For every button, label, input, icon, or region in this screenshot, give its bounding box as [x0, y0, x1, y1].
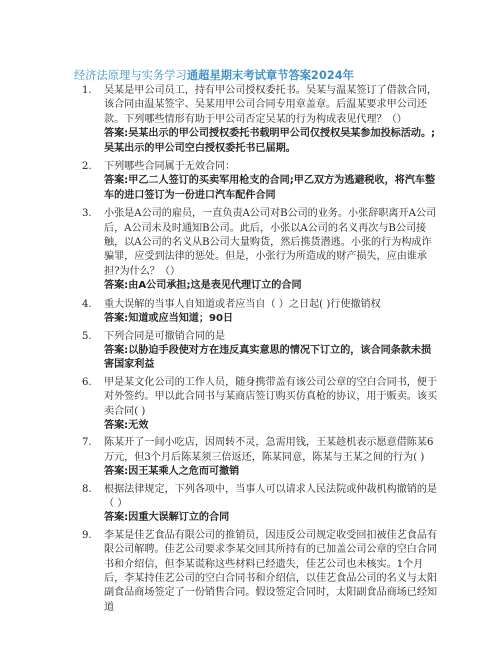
question-item	[82, 207, 438, 293]
question-item	[82, 330, 438, 373]
document-title	[74, 67, 354, 83]
answer-text: 答案:吴某出示的甲公司授权委托书载明甲公司仅授权吴某参加投标活动。;吴某出示的甲公司空白授权委托书已届期。	[104, 128, 436, 154]
question-item	[82, 483, 438, 526]
question-item	[82, 436, 438, 479]
question-text: 小张是A公司的雇员，一直负责A公司对B公司的业务。小张辞职离开A公司后，A公司未及时通知B公司。此后，小张以A公司的名义再次与B公司接触，以A公司的名义从B公司大量购货，然后携货潜逃。小张的行为构成诈骗罪，应受到法律的惩处。但是，小张行为所造成的财产损失，应由谁承担?为什么？（）	[104, 208, 437, 277]
answer-text: 答案:因重大误解订立的合同	[104, 512, 230, 524]
answer-text: 答案:由A公司承担;这是表见代理订立的合同	[104, 280, 302, 292]
question-text: 甲是某文化公司的工作人员，随身携带盖有该公司公章的空白合同书，便于对外签约。甲以此合同书与某商店签订购买仿真枪的协议，用于贩卖。该买卖合同( )	[104, 376, 438, 417]
answer-text: 答案:因王某乘人之危而可撤销	[104, 466, 240, 478]
question-number: 2.	[82, 161, 92, 173]
question-text: 下列哪些合同属于无效合同：	[104, 161, 236, 173]
question-item	[82, 376, 438, 434]
question-number: 3.	[82, 208, 92, 220]
answer-text: 答案:知道或应当知道；90日	[104, 313, 234, 325]
question-number: 9.	[82, 529, 92, 541]
question-number: 4.	[82, 298, 92, 310]
title-course: 经济法原理与实务学习	[74, 69, 187, 82]
title-suffix: 通超星期末考试章节答案2024年	[186, 69, 354, 82]
question-text: 下列合同是可撤销合同的是	[104, 330, 226, 342]
question-text: 李某是佳艺食品有限公司的推销员，因违反公司规定收受回扣被佳艺食品有限公司解聘。佳艺公司要求李某交回其所持有的已加盖公司公章的空白合同书和介绍信，但李某谎称这些材料已经遗失，佳艺公司也未核实。1个月后，李某持佳艺公司的空白合同书和介绍信，以佳艺食品公司的名义与太阳副食品商场签定了一份销售合同。假设签定合同时，太阳副食品商场已经知道	[104, 529, 438, 613]
question-item	[82, 529, 438, 615]
question-number: 5.	[82, 330, 92, 342]
question-text: 陈某开了一间小吃店，因周转不灵，急需用钱，王某趁机表示愿意借陈某6万元，但3个月后陈某须三倍返还，陈某同意，陈某与王某之间的行为( )	[104, 437, 434, 463]
question-list	[82, 84, 438, 615]
question-number: 8.	[82, 483, 92, 495]
question-number: 7.	[82, 437, 92, 449]
answer-text: 答案:无效	[104, 419, 149, 431]
question-item	[82, 298, 438, 327]
question-item	[82, 160, 438, 203]
answer-text: 答案:以胁迫手段使对方在违反真实意思的情况下订立的，该合同条款未损害国家利益	[104, 344, 432, 371]
question-text: 根据法律规定，下列各项中，当事人可以请求人民法院或仲裁机构撤销的是（ ）	[104, 483, 438, 509]
question-item	[82, 84, 438, 156]
answer-text: 答案:甲乙二人签订的买卖军用枪支的合同;甲乙双方为逃避税收，将汽车整车的进口签订为一份进口汽车配件合同	[104, 175, 436, 201]
question-number: 1.	[82, 85, 92, 96]
question-text: 重大误解的当事人自知道或者应当自（ ）之日起( )行使撤销权	[104, 298, 381, 310]
question-text: 吴某是甲公司员工，持有甲公司授权委托书。吴某与温某签订了借款合同，该合同由温某签字、吴某用甲公司合同专用章盖章。后温某要求甲公司还款。下列哪些情形有助于甲公司否定吴某的行为构成表见代理？（）	[104, 85, 438, 125]
question-number: 6.	[82, 376, 92, 388]
